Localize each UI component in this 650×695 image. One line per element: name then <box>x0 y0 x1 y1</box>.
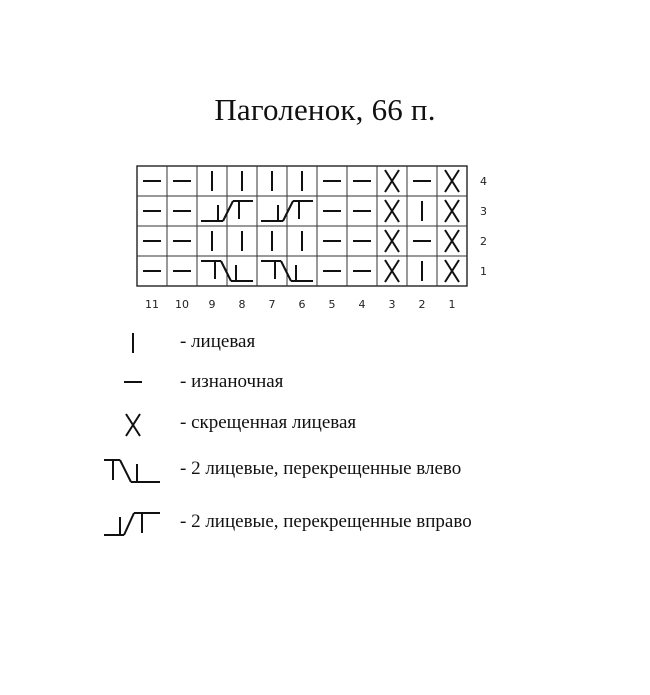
page-title: Паголенок, 66 п. <box>214 92 436 127</box>
legend-cross-right-label: - 2 лицевые, перекрещенные вправо <box>180 511 472 532</box>
row-number: 4 <box>480 175 487 188</box>
legend-cross-left-label: - 2 лицевые, перекрещенные влево <box>180 458 462 479</box>
legend-cross-right-symbol <box>124 513 134 535</box>
row-number: 2 <box>480 235 487 248</box>
cable-left-diagonal <box>281 261 291 281</box>
column-number: 11 <box>145 298 159 311</box>
cable-right-diagonal <box>283 201 293 221</box>
row-number: 3 <box>480 205 487 218</box>
row-number: 1 <box>480 265 487 278</box>
cable-left-diagonal <box>221 261 231 281</box>
column-numbers <box>145 298 456 311</box>
column-number: 6 <box>298 298 306 311</box>
column-number: 1 <box>448 298 456 311</box>
cable-right-diagonal <box>223 201 233 221</box>
column-number: 2 <box>418 298 426 311</box>
column-number: 8 <box>238 298 246 311</box>
row-numbers <box>480 175 487 278</box>
legend-cross-left-symbol <box>120 460 131 482</box>
column-number: 9 <box>208 298 216 311</box>
legend-knit-label: - лицевая <box>180 331 256 352</box>
column-number: 10 <box>175 298 189 311</box>
legend-crossed-knit-label: - скрещенная лицевая <box>180 412 357 433</box>
column-number: 5 <box>328 298 336 311</box>
column-number: 4 <box>358 298 366 311</box>
legend-purl-label: - изнаночная <box>180 371 284 392</box>
column-number: 3 <box>388 298 396 311</box>
column-number: 7 <box>268 298 276 311</box>
legend-symbols <box>104 333 160 535</box>
